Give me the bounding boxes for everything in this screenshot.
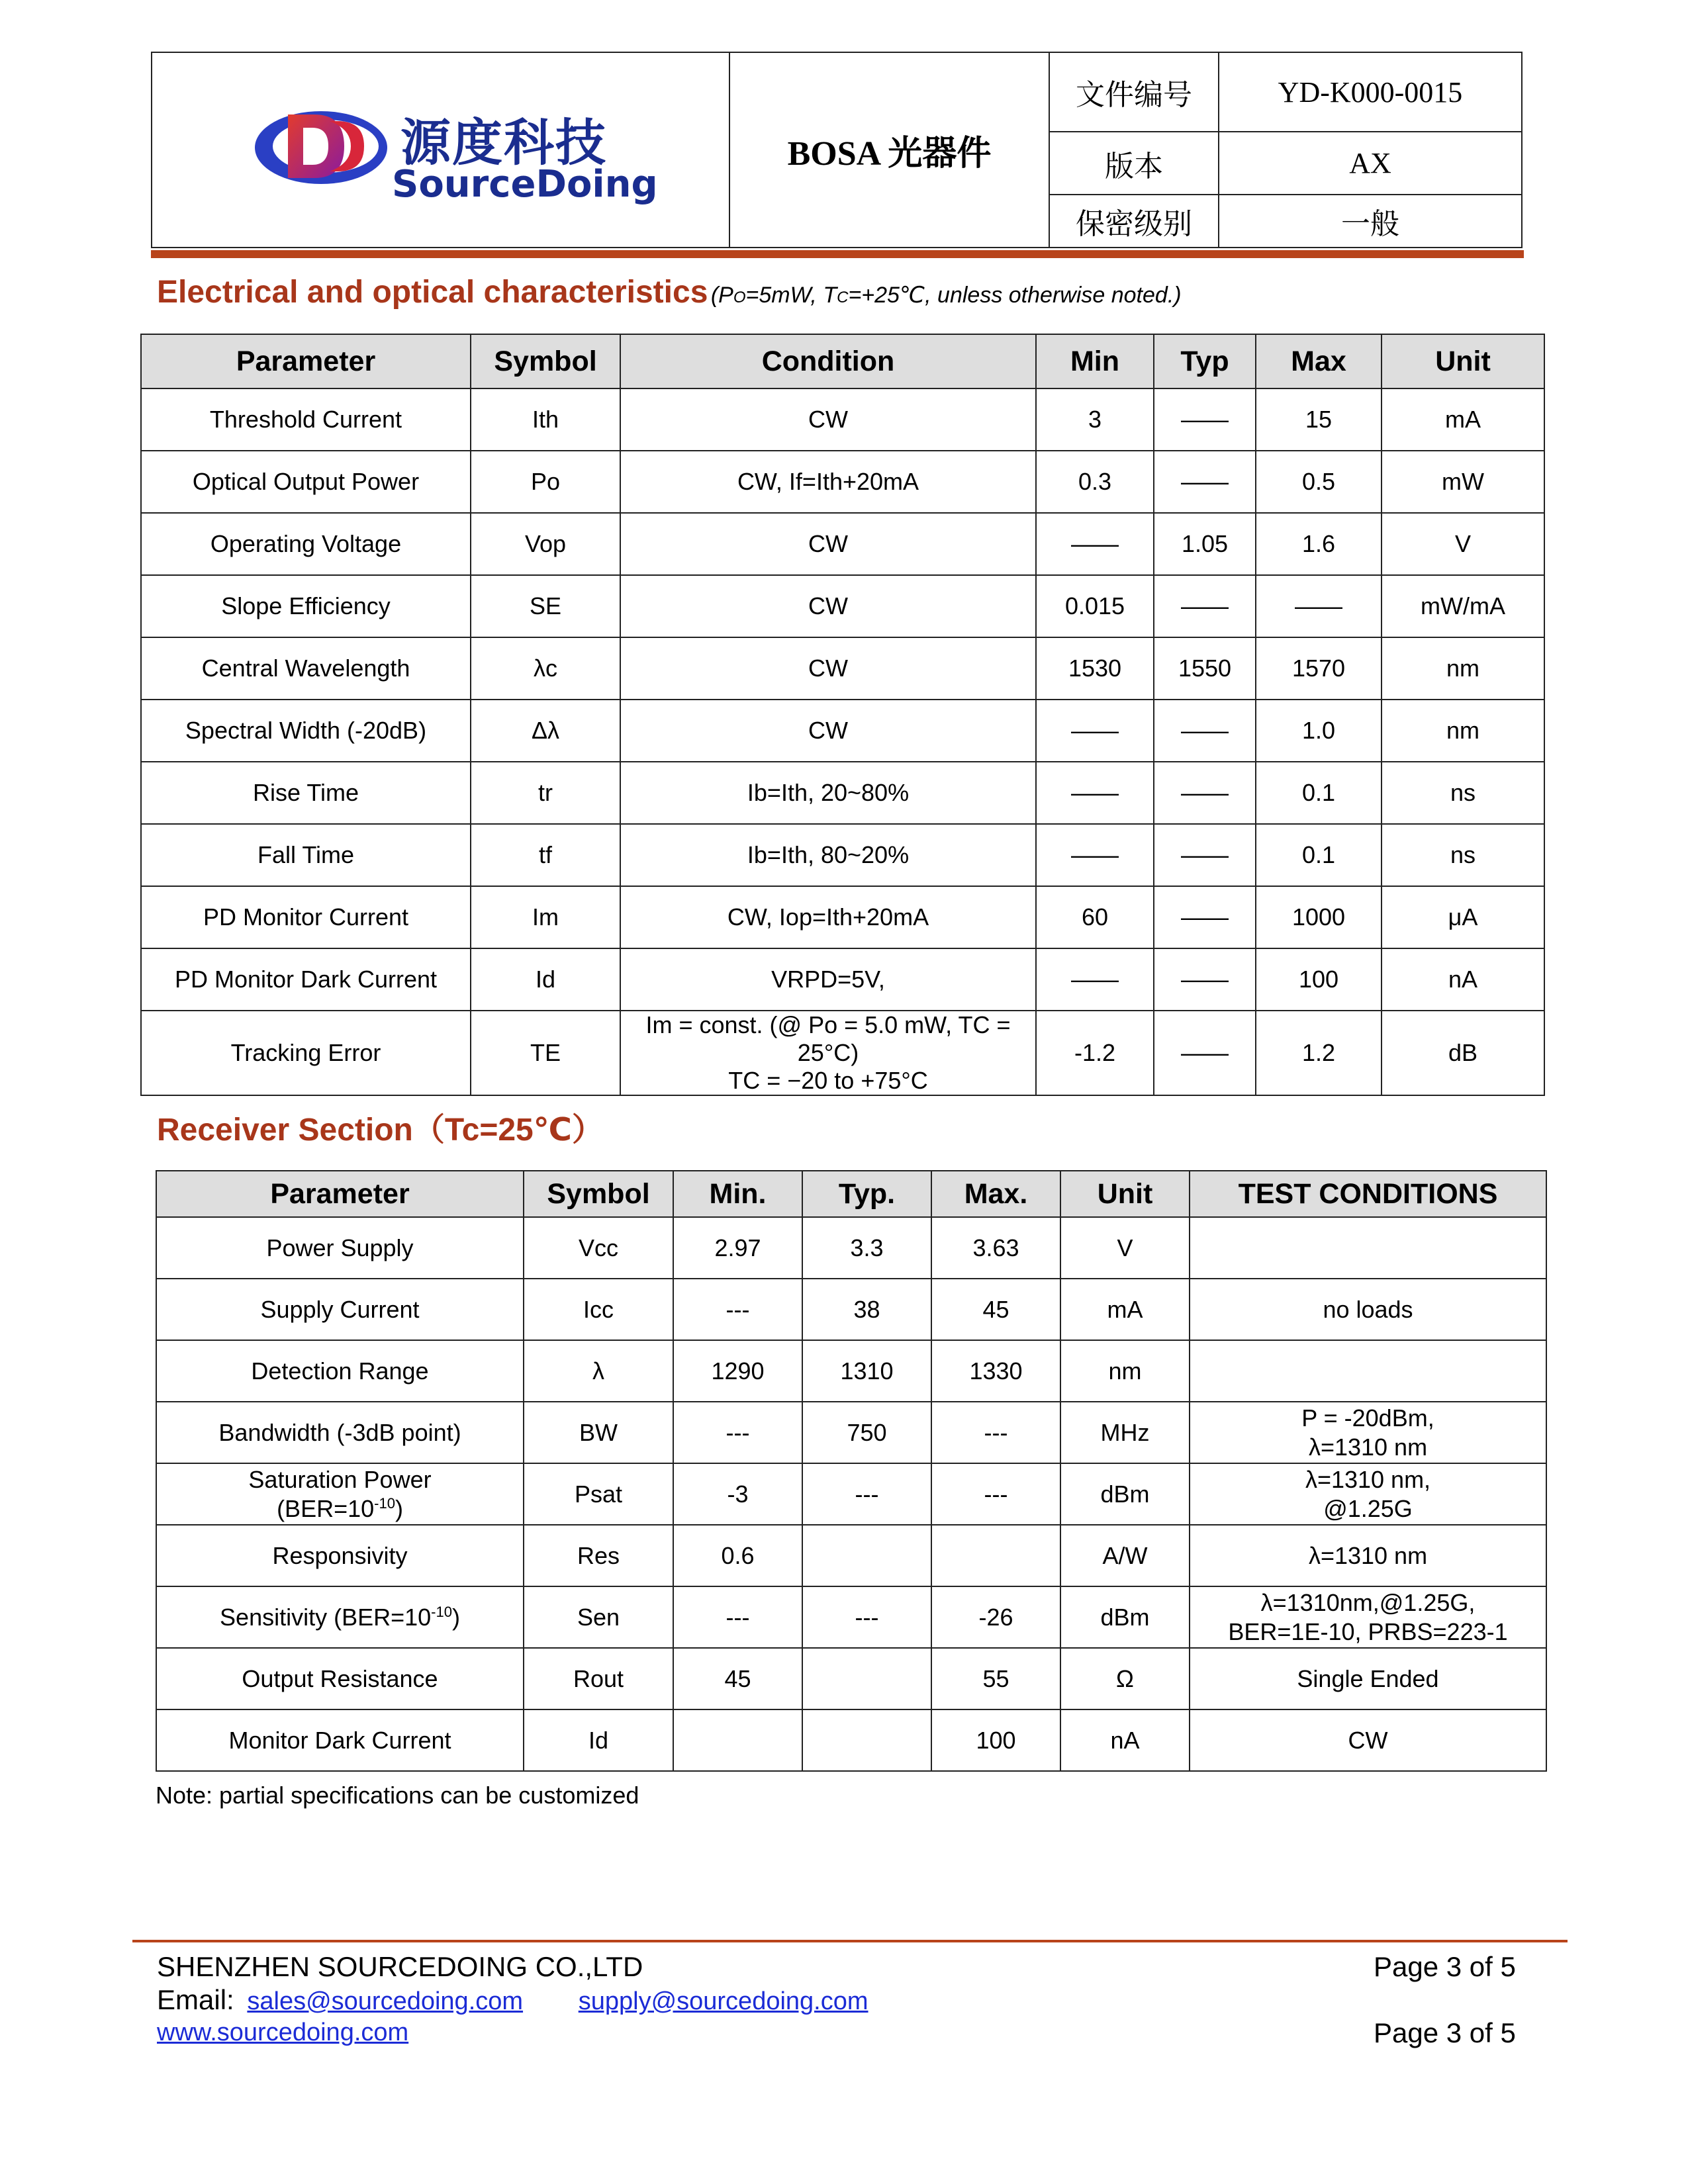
- cell-unit: nm: [1382, 637, 1544, 700]
- table-row: [141, 824, 1544, 886]
- cell-symbol: Vop: [471, 513, 620, 575]
- column-header-min: Min.: [673, 1171, 802, 1217]
- cell-parameter: Slope Efficiency: [141, 575, 471, 637]
- column-header-test-conditions: TEST CONDITIONS: [1190, 1171, 1546, 1217]
- cell-condition: CW: [620, 575, 1036, 637]
- cell-symbol: λc: [471, 637, 620, 700]
- section1-note: (PO=5mW, TC=+25℃, unless otherwise noted.): [710, 283, 1182, 308]
- table-row: [156, 1586, 1546, 1648]
- cell-symbol: Ith: [471, 388, 620, 451]
- cell-max: 100: [931, 1709, 1060, 1771]
- doc-number-label: 文件编号: [1049, 52, 1219, 132]
- cell-parameter: Fall Time: [141, 824, 471, 886]
- footer-email-line: [157, 1984, 868, 2016]
- cell-parameter: PD Monitor Dark Current: [141, 948, 471, 1011]
- cell-max: 1.2: [1256, 1011, 1382, 1095]
- cell-symbol: tr: [471, 762, 620, 824]
- column-header-parameter: Parameter: [156, 1171, 524, 1217]
- cell-max: 3.63: [931, 1217, 1060, 1279]
- cell-parameter: Tracking Error: [141, 1011, 471, 1095]
- cell-min: ---: [673, 1586, 802, 1648]
- table-row: [156, 1340, 1546, 1402]
- cell-condition: CW: [620, 637, 1036, 700]
- security-level-value: 一般: [1219, 195, 1522, 248]
- cell-condition: CW, Iop=Ith+20mA: [620, 886, 1036, 948]
- table-row: [141, 575, 1544, 637]
- cell-unit: V: [1382, 513, 1544, 575]
- table-row: [141, 1011, 1544, 1095]
- cell-parameter: Power Supply: [156, 1217, 524, 1279]
- cell-unit: A/W: [1060, 1525, 1190, 1586]
- cell-typ: 38: [802, 1279, 931, 1340]
- cell-condition: VRPD=5V,: [620, 948, 1036, 1011]
- cell-condition: CW: [620, 513, 1036, 575]
- cell-unit: V: [1060, 1217, 1190, 1279]
- cell-symbol: BW: [524, 1402, 673, 1463]
- cell-min: ——: [1036, 513, 1154, 575]
- section2-title: Receiver Section（Tc=25℃）: [157, 1113, 604, 1148]
- cell-typ: 3.3: [802, 1217, 931, 1279]
- cell-parameter: Supply Current: [156, 1279, 524, 1340]
- cell-test-conditions: [1190, 1340, 1546, 1402]
- cell-test-conditions: [1190, 1217, 1546, 1279]
- cell-condition: CW, If=Ith+20mA: [620, 451, 1036, 513]
- cell-max: ——: [1256, 575, 1382, 637]
- cell-min: ---: [673, 1279, 802, 1340]
- cell-unit: mW: [1382, 451, 1544, 513]
- table-header-row: [141, 334, 1544, 388]
- cell-max: 1000: [1256, 886, 1382, 948]
- cell-typ: ——: [1154, 388, 1256, 451]
- cell-unit: mW/mA: [1382, 575, 1544, 637]
- cell-condition: Im = const. (@ Po = 5.0 mW, TC = 25°C) TC = −20 to +75°C: [620, 1011, 1036, 1095]
- column-header-unit: Unit: [1060, 1171, 1190, 1217]
- cell-min: ——: [1036, 762, 1154, 824]
- cell-unit: μA: [1382, 886, 1544, 948]
- cell-parameter: Detection Range: [156, 1340, 524, 1402]
- cell-typ: 1.05: [1154, 513, 1256, 575]
- cell-parameter: Output Resistance: [156, 1648, 524, 1709]
- cell-parameter: Optical Output Power: [141, 451, 471, 513]
- cell-min: 0.3: [1036, 451, 1154, 513]
- cell-typ: ——: [1154, 762, 1256, 824]
- cell-unit: Ω: [1060, 1648, 1190, 1709]
- website-link[interactable]: www.sourcedoing.com: [157, 2019, 409, 2046]
- cell-typ: ——: [1154, 886, 1256, 948]
- cell-parameter: Rise Time: [141, 762, 471, 824]
- cell-unit: ns: [1382, 762, 1544, 824]
- cell-unit: dBm: [1060, 1586, 1190, 1648]
- cell-typ: ——: [1154, 451, 1256, 513]
- cell-min: 1530: [1036, 637, 1154, 700]
- cell-unit: nm: [1382, 700, 1544, 762]
- cell-max: 45: [931, 1279, 1060, 1340]
- header-divider: [151, 250, 1524, 258]
- electrical-optical-table: [140, 334, 1545, 1096]
- table-row: [141, 388, 1544, 451]
- cell-typ: 1550: [1154, 637, 1256, 700]
- cell-test-conditions: λ=1310 nm: [1190, 1525, 1546, 1586]
- section1-title: Electrical and optical characteristics: [157, 275, 708, 310]
- cell-max: 1.0: [1256, 700, 1382, 762]
- table-row: [156, 1709, 1546, 1771]
- customization-note: Note: partial specifications can be customized: [156, 1782, 639, 1809]
- cell-symbol: λ: [524, 1340, 673, 1402]
- cell-parameter: PD Monitor Current: [141, 886, 471, 948]
- cell-max: 1.6: [1256, 513, 1382, 575]
- cell-parameter: Responsivity: [156, 1525, 524, 1586]
- cell-min: ——: [1036, 948, 1154, 1011]
- cell-test-conditions: λ=1310 nm, @1.25G: [1190, 1463, 1546, 1525]
- cell-min: ---: [673, 1402, 802, 1463]
- cell-symbol: Icc: [524, 1279, 673, 1340]
- table-row: [156, 1648, 1546, 1709]
- cell-typ: [802, 1648, 931, 1709]
- cell-unit: MHz: [1060, 1402, 1190, 1463]
- table-row: [156, 1525, 1546, 1586]
- cell-typ: ——: [1154, 824, 1256, 886]
- table-row: [141, 513, 1544, 575]
- cell-symbol: Id: [471, 948, 620, 1011]
- cell-parameter: Sensitivity $(BER=10^{-10})$: [156, 1586, 524, 1648]
- cell-condition: CW: [620, 388, 1036, 451]
- cell-unit: nA: [1060, 1709, 1190, 1771]
- cell-min: 3: [1036, 388, 1154, 451]
- cell-unit: dB: [1382, 1011, 1544, 1095]
- cell-typ: ——: [1154, 1011, 1256, 1095]
- cell-max: [931, 1525, 1060, 1586]
- cell-parameter: Threshold Current: [141, 388, 471, 451]
- email-label: Email:: [157, 1984, 234, 2015]
- column-header-typ: Typ: [1154, 334, 1256, 388]
- cell-typ: [802, 1709, 931, 1771]
- cell-min: -1.2: [1036, 1011, 1154, 1095]
- cell-min: 45: [673, 1648, 802, 1709]
- receiver-section-table: [156, 1170, 1547, 1772]
- cell-unit: dBm: [1060, 1463, 1190, 1525]
- cell-symbol: Res: [524, 1525, 673, 1586]
- cell-max: 100: [1256, 948, 1382, 1011]
- cell-symbol: Δλ: [471, 700, 620, 762]
- table-row: [156, 1217, 1546, 1279]
- cell-typ: ---: [802, 1463, 931, 1525]
- cell-max: 0.1: [1256, 762, 1382, 824]
- cell-parameter: Operating Voltage: [141, 513, 471, 575]
- cell-symbol: tf: [471, 824, 620, 886]
- cell-min: 0.015: [1036, 575, 1154, 637]
- table-row: [156, 1279, 1546, 1340]
- cell-max: 1570: [1256, 637, 1382, 700]
- version-label: 版本: [1049, 132, 1219, 195]
- column-header-symbol: Symbol: [471, 334, 620, 388]
- cell-symbol: Vcc: [524, 1217, 673, 1279]
- cell-typ: ——: [1154, 575, 1256, 637]
- logo-english-text: SourceDoing: [392, 163, 658, 206]
- cell-symbol: SE: [471, 575, 620, 637]
- column-header-symbol: Symbol: [524, 1171, 673, 1217]
- cell-unit: mA: [1060, 1279, 1190, 1340]
- cell-symbol: Sen: [524, 1586, 673, 1648]
- cell-max: -26: [931, 1586, 1060, 1648]
- logo-cell: [152, 52, 729, 248]
- cell-min: 2.97: [673, 1217, 802, 1279]
- cell-parameter: Monitor Dark Current: [156, 1709, 524, 1771]
- cell-typ: ---: [802, 1586, 931, 1648]
- cell-typ: 750: [802, 1402, 931, 1463]
- cell-unit: ns: [1382, 824, 1544, 886]
- section1-heading: [157, 274, 1182, 310]
- table-header-row: [156, 1171, 1546, 1217]
- doc-number-value: YD-K000-0015: [1219, 52, 1522, 132]
- cell-min: 60: [1036, 886, 1154, 948]
- security-level-label: 保密级别: [1049, 195, 1219, 248]
- footer-page-number: Page 3 of 5: [1374, 1951, 1516, 1982]
- cell-min: [673, 1709, 802, 1771]
- cell-unit: mA: [1382, 388, 1544, 451]
- table-row: [141, 637, 1544, 700]
- cell-max: 0.1: [1256, 824, 1382, 886]
- table-row: [141, 762, 1544, 824]
- version-value: AX: [1219, 132, 1522, 195]
- cell-unit: nm: [1060, 1340, 1190, 1402]
- supply-email-link[interactable]: supply@sourcedoing.com: [578, 1987, 868, 2015]
- table-row: [141, 700, 1544, 762]
- cell-symbol: Psat: [524, 1463, 673, 1525]
- table-row: [156, 1402, 1546, 1463]
- table-row: [141, 948, 1544, 1011]
- cell-condition: Ib=Ith, 20~80%: [620, 762, 1036, 824]
- cell-parameter: Spectral Width (-20dB): [141, 700, 471, 762]
- cell-condition: CW: [620, 700, 1036, 762]
- cell-min: ——: [1036, 700, 1154, 762]
- document-header-table: [151, 52, 1523, 248]
- cell-symbol: Po: [471, 451, 620, 513]
- cell-test-conditions: CW: [1190, 1709, 1546, 1771]
- cell-symbol: Id: [524, 1709, 673, 1771]
- cell-min: 1290: [673, 1340, 802, 1402]
- cell-test-conditions: λ=1310nm,@1.25G, BER=1E-10, PRBS=223-1: [1190, 1586, 1546, 1648]
- cell-typ: ——: [1154, 948, 1256, 1011]
- document-title: BOSA 光器件: [729, 52, 1049, 248]
- column-header-condition: Condition: [620, 334, 1036, 388]
- cell-min: -3: [673, 1463, 802, 1525]
- cell-symbol: TE: [471, 1011, 620, 1095]
- cell-test-conditions: P = -20dBm, λ=1310 nm: [1190, 1402, 1546, 1463]
- column-header-min: Min: [1036, 334, 1154, 388]
- sales-email-link[interactable]: sales@sourcedoing.com: [247, 1987, 524, 2015]
- cell-test-conditions: Single Ended: [1190, 1648, 1546, 1709]
- logo-chinese-text: 源度科技: [400, 113, 607, 172]
- cell-condition: Ib=Ith, 80~20%: [620, 824, 1036, 886]
- cell-max: ---: [931, 1463, 1060, 1525]
- column-header-typ: Typ.: [802, 1171, 931, 1217]
- cell-symbol: Im: [471, 886, 620, 948]
- cell-max: 0.5: [1256, 451, 1382, 513]
- cell-max: 15: [1256, 388, 1382, 451]
- column-header-unit: Unit: [1382, 334, 1544, 388]
- sourcedoing-logo-icon: [252, 95, 391, 194]
- column-header-parameter: Parameter: [141, 334, 471, 388]
- cell-max: 1330: [931, 1340, 1060, 1402]
- column-header-max: Max: [1256, 334, 1382, 388]
- table-row: [156, 1463, 1546, 1525]
- footer-company: SHENZHEN SOURCEDOING CO.,LTD: [157, 1951, 643, 1982]
- table-row: [141, 451, 1544, 513]
- cell-parameter: Bandwidth (-3dB point): [156, 1402, 524, 1463]
- cell-test-conditions: no loads: [1190, 1279, 1546, 1340]
- cell-symbol: Rout: [524, 1648, 673, 1709]
- cell-min: ——: [1036, 824, 1154, 886]
- cell-min: 0.6: [673, 1525, 802, 1586]
- footer-page-number-2: Page 3 of 5: [1374, 2017, 1516, 2048]
- cell-typ: 1310: [802, 1340, 931, 1402]
- cell-parameter: Central Wavelength: [141, 637, 471, 700]
- cell-parameter: Saturation Power $(BER=10^{-10})$: [156, 1463, 524, 1525]
- cell-unit: nA: [1382, 948, 1544, 1011]
- cell-typ: ——: [1154, 700, 1256, 762]
- table-row: [141, 886, 1544, 948]
- cell-max: ---: [931, 1402, 1060, 1463]
- cell-max: 55: [931, 1648, 1060, 1709]
- column-header-max: Max.: [931, 1171, 1060, 1217]
- cell-typ: [802, 1525, 931, 1586]
- footer-divider: [132, 1940, 1568, 1942]
